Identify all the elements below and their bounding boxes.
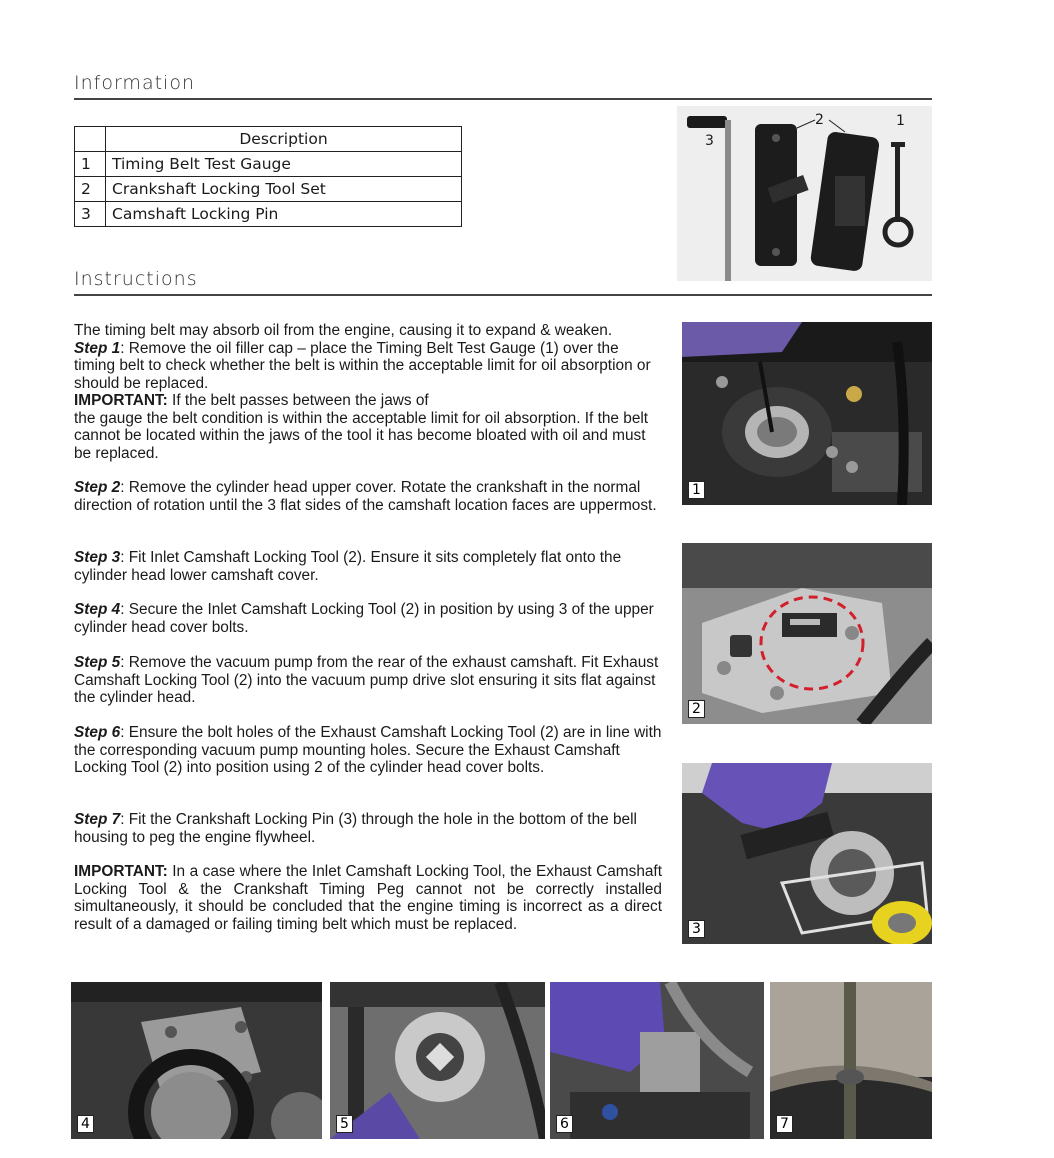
photo-2-image <box>682 543 932 724</box>
photo-2 <box>682 543 932 724</box>
step-5-text: : Remove the vacuum pump from the rear of the exhaust camshaft. Fit Exhaust Camshaft Locking Tool (2) into the vacuum pump drive slot ensuring it sits flat against the cylinder head. <box>74 654 659 706</box>
important-1-text: If the belt passes between the jaws of <box>167 392 429 409</box>
photo-6-image <box>550 982 764 1139</box>
step-1-label: Step 1 <box>74 339 121 357</box>
table-header-num <box>75 127 106 152</box>
important-1-paragraph <box>74 392 662 410</box>
photo-6-label: 6 <box>556 1115 573 1133</box>
step-2-text: : Remove the cylinder head upper cover. Rotate the crankshaft in the normal direction of rotation until the 3 flat sides of the camshaft location faces are uppermost. <box>74 479 657 514</box>
step-6-paragraph <box>74 724 662 777</box>
photo-3 <box>682 763 932 944</box>
table-header-row <box>75 127 462 152</box>
step-6-label: Step 6 <box>74 724 121 741</box>
step-1-paragraph <box>74 340 662 393</box>
intro-text: The timing belt may absorb oil from the engine, causing it to expand & weaken. <box>74 322 613 339</box>
step-7-label: Step 7 <box>74 811 121 828</box>
tools-label-3: 3 <box>705 133 714 149</box>
photo-4 <box>71 982 322 1139</box>
photo-1 <box>682 322 932 505</box>
table-cell-num: 1 <box>75 152 106 177</box>
important-1-label: IMPORTANT: <box>74 392 168 409</box>
table-cell-desc: Timing Belt Test Gauge <box>106 152 462 177</box>
tools-table <box>74 126 462 227</box>
instructions-heading: Instructions <box>74 268 932 296</box>
important-1-text-continued: the gauge the belt condition is within the acceptable limit for oil absorption. If the belt cannot be located within the jaws of the tool it has become bloated with oil and must be replaced. <box>74 409 649 462</box>
photo-7 <box>770 982 932 1139</box>
photo-4-image <box>71 982 322 1139</box>
table-cell-desc: Camshaft Locking Pin <box>106 202 462 227</box>
photo-1-label: 1 <box>688 481 705 499</box>
table-cell-num: 3 <box>75 202 106 227</box>
step-6-text: : Ensure the bolt holes of the Exhaust Camshaft Locking Tool (2) are in line with the corresponding vacuum pump mounting holes. Secure the Exhaust Camshaft Locking Tool (2) into position using 2 of the cylinder head cover bolts. <box>74 724 662 776</box>
step-3-paragraph <box>74 549 662 584</box>
photo-1-image <box>682 322 932 505</box>
photo-5-label: 5 <box>336 1115 353 1133</box>
important-2-text: In a case where the Inlet Camshaft Locking Tool, the Exhaust Camshaft Locking Tool & the Crankshaft Timing Peg cannot not be correctly installed simultaneously, it should be concluded that the engine timing is incorrect as a direct result of a damaged or failing timing belt which must be replaced. <box>74 863 662 933</box>
important-2-paragraph <box>74 863 662 933</box>
table-row <box>75 202 462 227</box>
information-heading: Information <box>74 72 932 100</box>
photo-5-image <box>330 982 545 1139</box>
tools-photo <box>677 106 932 281</box>
step-3-text: : Fit Inlet Camshaft Locking Tool (2). Ensure it sits completely flat onto the cylinder head lower camshaft cover. <box>74 549 622 584</box>
instructions-block-1 <box>74 322 662 462</box>
table-cell-num: 2 <box>75 177 106 202</box>
table-row <box>75 177 462 202</box>
photo-3-label: 3 <box>688 920 705 938</box>
step-2-paragraph <box>74 479 662 514</box>
step-1-text: : Remove the oil filler cap – place the Timing Belt Test Gauge (1) over the timing belt to check whether the belt is within the acceptable limit for oil absorption or should be replaced. <box>74 339 651 392</box>
table-row <box>75 152 462 177</box>
photo-5 <box>330 982 545 1139</box>
step-4-label: Step 4 <box>74 601 121 618</box>
step-5-paragraph <box>74 654 662 707</box>
photo-3-image <box>682 763 932 944</box>
photo-7-image <box>770 982 932 1139</box>
important-2-label: IMPORTANT: <box>74 863 168 880</box>
table-header-description: Description <box>106 127 462 152</box>
step-7-paragraph <box>74 811 662 846</box>
photo-2-label: 2 <box>688 700 705 718</box>
photo-6 <box>550 982 764 1139</box>
tools-label-1: 1 <box>896 113 905 129</box>
photo-7-label: 7 <box>776 1115 793 1133</box>
table-cell-desc: Crankshaft Locking Tool Set <box>106 177 462 202</box>
step-5-label: Step 5 <box>74 654 121 671</box>
tools-illustration <box>677 106 932 281</box>
tools-label-2: 2 <box>815 112 824 128</box>
step-3-label: Step 3 <box>74 549 121 566</box>
photo-4-label: 4 <box>77 1115 94 1133</box>
step-7-text: : Fit the Crankshaft Locking Pin (3) through the hole in the bottom of the bell housing to peg the engine flywheel. <box>74 811 637 846</box>
step-4-paragraph <box>74 601 662 636</box>
step-4-text: : Secure the Inlet Camshaft Locking Tool (2) in position by using 3 of the upper cylinder head cover bolts. <box>74 601 654 636</box>
step-2-label: Step 2 <box>74 479 121 496</box>
